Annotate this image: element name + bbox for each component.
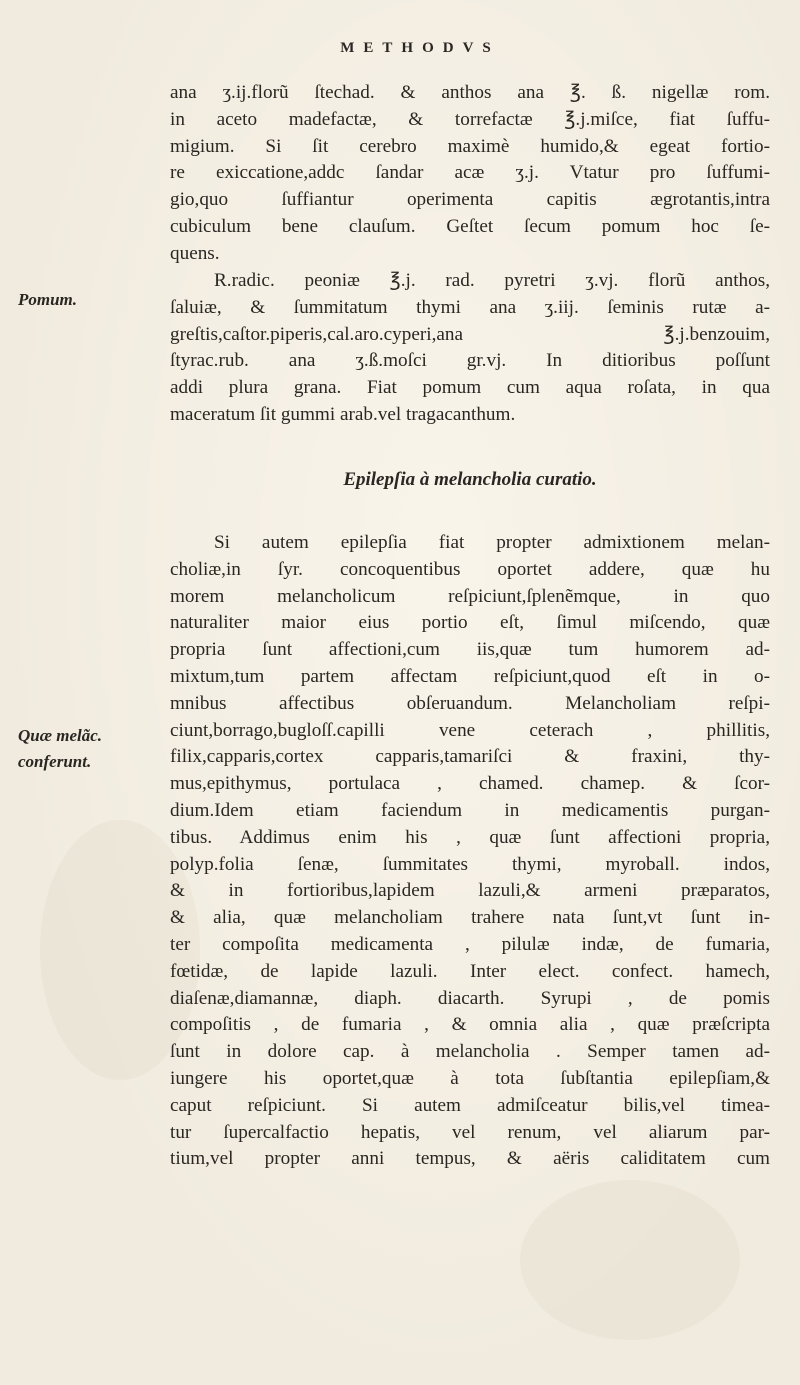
text-line: naturaliter maior eius portio eſt, ſimul miſcendo, quæ: [170, 612, 770, 634]
margin-note-pomum-text: Pomum.: [18, 290, 78, 309]
text-line: mus,epithymus, portulaca , chamed. chamep. & ſcor-: [170, 773, 770, 795]
text-line: caput reſpiciunt. Si autem admiſceatur bilis,vel timea-: [170, 1094, 770, 1116]
text-line: ter compoſita medicamenta , pilulæ indæ, de fumaria,: [170, 933, 770, 955]
text-line: cubiculum bene clauſum. Geſtet ſecum pomum hoc ſe-: [170, 215, 770, 237]
text-line: addi plura grana. Fiat pomum cum aqua roſata, in qua: [170, 377, 770, 399]
text-line: & alia, quæ melancholiam trahere nata ſunt,vt ſunt in-: [170, 907, 770, 929]
text-line: diaſenæ,diamannæ, diaph. diacarth. Syrupi , de pomis: [170, 987, 770, 1009]
text-line: polyp.folia ſenæ, ſummitates thymi, myroball. indos,: [170, 853, 770, 875]
text-line: filix,capparis,cortex capparis,tamariſci & fraxini, thy-: [170, 746, 770, 768]
text-line: R.radic. peoniæ ℥.j. rad. pyretri ʒ.vj. florũ anthos,: [214, 270, 770, 291]
text-line: mnibus affectibus obſeruandum. Melancholiam reſpi-: [170, 692, 770, 714]
text-line: greſtis,caſtor.piperis,cal.aro.cyperi,ana ℥.j.benzouim,: [170, 323, 770, 345]
text-line: mixtum,tum partem affectam reſpiciunt,quod eſt in o-: [170, 665, 770, 687]
text-line: & in fortioribus,lapidem lazuli,& armeni præparatos,: [170, 880, 770, 902]
paragraph-fumigation: [170, 80, 770, 268]
text-line: maceratum ſit gummi arab.vel tragacanthum.: [170, 403, 516, 425]
text-line: fœtidæ, de lapide lazuli. Inter elect. confect. hamech,: [170, 960, 770, 982]
text-line: propria ſunt affectioni,cum iis,quæ tum humorem ad-: [170, 639, 770, 661]
running-head: METHODVS: [340, 40, 500, 56]
text-line: ſtyrac.rub. ana ʒ.ß.moſci gr.vj. In ditioribus poſſunt: [170, 350, 770, 372]
text-line: tibus. Addimus enim his , quæ ſunt affectioni propria,: [170, 826, 770, 848]
text-line: Si autem epilepſia fiat propter admixtionem melan-: [214, 532, 770, 553]
text-line: morem melancholicum reſpiciunt,ſplenẽmque, in quo: [170, 585, 770, 607]
text-line: choliæ,in ſyr. concoquentibus oportet addere, quæ hu: [170, 558, 770, 580]
text-line: ſunt in dolore cap. à melancholia . Semper tamen ad-: [170, 1041, 770, 1063]
text-line: ciunt,borrago,bugloſſ.capilli vene ceterach , phillitis,: [170, 719, 770, 741]
text-line: compoſitis , de fumaria , & omnia alia , quæ præſcripta: [170, 1014, 770, 1036]
text-line: gio,quo ſuffiantur operimenta capitis ægrotantis,intra: [170, 189, 770, 211]
text-line: migium. Si ſit cerebro maximè humido,& egeat fortio-: [170, 135, 770, 157]
text-line: iungere his oportet,quæ à tota ſubſtantia epilepſiam,&: [170, 1067, 770, 1089]
paper-stain: [520, 1180, 740, 1340]
text-line: ſaluiæ, & ſummitatum thymi ana ʒ.iij. ſeminis rutæ a-: [170, 296, 770, 318]
text-line: in aceto madefactæ, & torrefactæ ℥.j.miſce, fiat ſuffu-: [170, 108, 770, 130]
text-line: dium.Idem etiam faciendum in medicamentis purgan-: [170, 799, 770, 821]
text-line: ana ʒ.ij.florũ ſtechad. & anthos ana ℥. ß. nigellæ rom.: [170, 82, 770, 103]
paragraph-pomum-recipe: [170, 268, 770, 429]
text-line: tur ſupercalfactio hepatis, vel renum, vel aliarum par-: [170, 1121, 770, 1143]
margin-note-quae-melanc: [18, 723, 128, 775]
margin-note-pomum: [18, 287, 128, 313]
text-line: quens.: [170, 242, 220, 264]
margin-note-line: conferunt.: [18, 752, 92, 771]
text-line: tium,vel propter anni tempus, & aëris caliditatem cum: [170, 1148, 770, 1170]
margin-note-line: Quæ melãc.: [18, 726, 103, 745]
paragraph-melancholia: [170, 530, 770, 1173]
section-heading: Epilepſia à melancholia curatio.: [343, 469, 597, 490]
text-line: re exiccatione,addc ſandar acæ ʒ.j. Vtatur pro ſuffumi-: [170, 162, 770, 184]
